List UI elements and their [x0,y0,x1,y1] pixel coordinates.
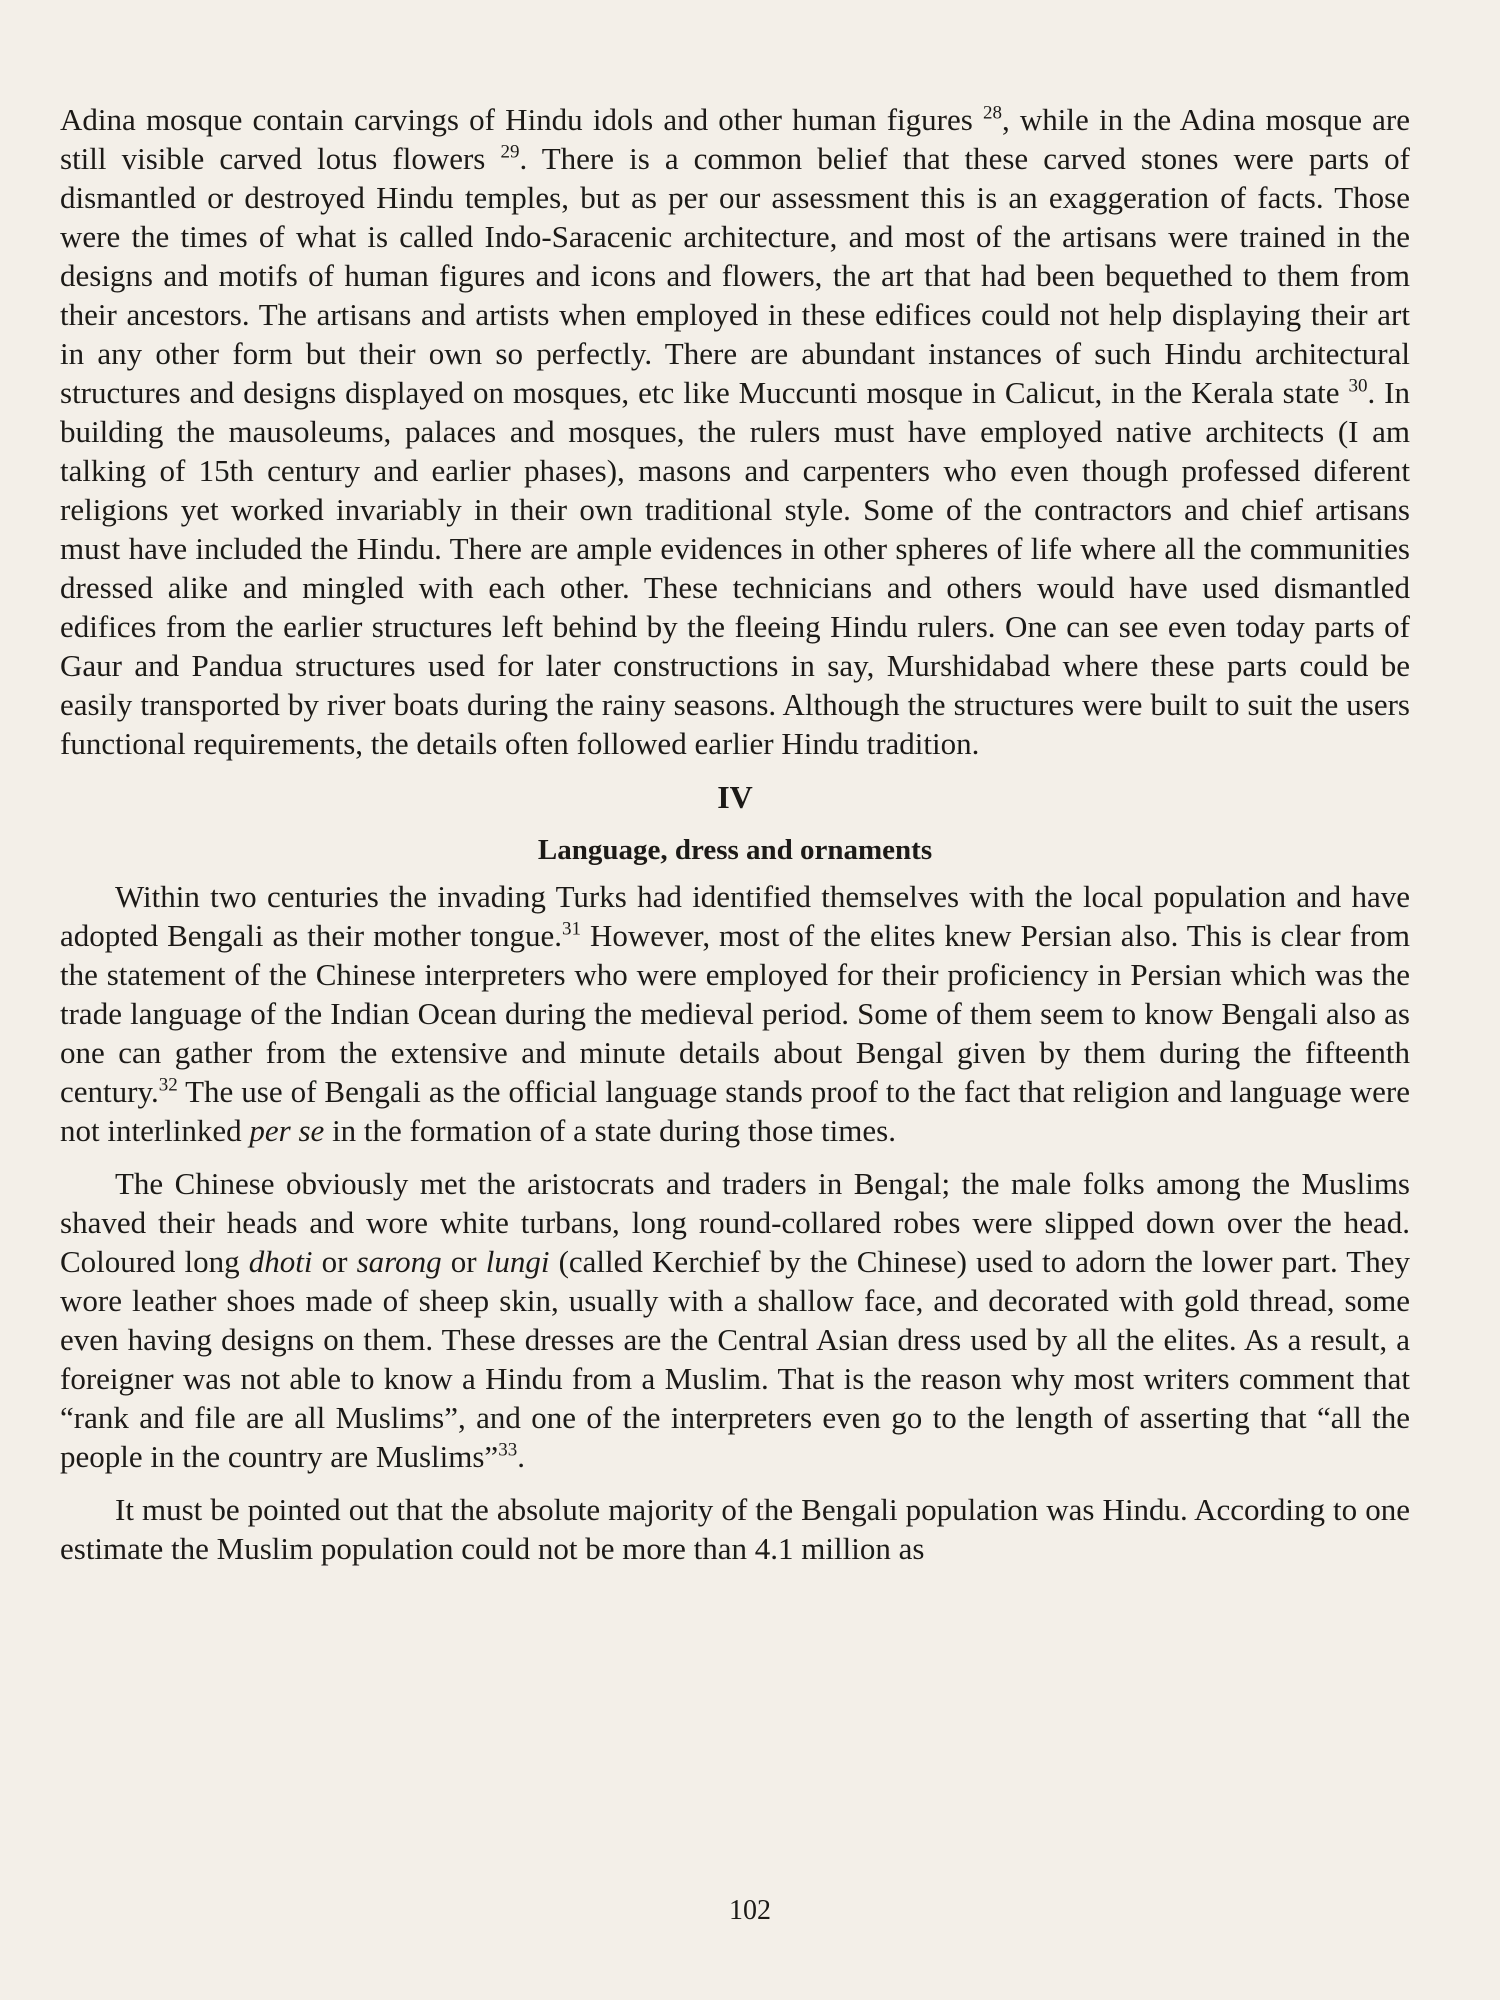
text-run: However, most of the elites knew Persian also. This is clear from the statement of the Chinese interpreters who were employed for their proficiency in Persian which was the trade language of the Indian Ocean during the medieval period. Some of them seem to know Bengali also as one can gather from the extensive and minute details about Bengal given by them during the fifteenth century. [60,918,1410,1109]
footnote-ref: 30 [1348,375,1368,397]
italic-term: dhoti [248,1244,313,1279]
section-number: IV [717,779,753,815]
text-run: It must be pointed out that the absolute majority of the Bengali population was Hindu. According to one estimate the Muslim population could not be more than 4.1 million as [60,1492,1410,1566]
paragraph-language [60,877,1410,1150]
text-run: or [441,1244,486,1279]
text-run: in the formation of a state during those times. [324,1113,896,1148]
page-number: 102 [729,1895,771,1926]
text-run: . There is a common belief that these carved stones were parts of dismantled or destroyed Hindu temples, but as per our assessment this is an exaggeration of facts. Those were the times of what is called Indo-Saracenic architecture, and most of the artisans were trained in the designs and motifs of human figures and icons and flowers, the art that had been bequethed to them from their ancestors. The artisans and artists when employed in these edifices could not help displaying their art in any other form but their own so perfectly. There are abundant instances of such Hindu architectural structures and designs displayed on mosques, etc like Muccunti mosque in Calicut, in the Kerala state [60,141,1410,410]
paragraph-architecture [60,100,1410,763]
paragraph-population [60,1490,1410,1568]
text-run: The Chinese obviously met the aristocrats and traders in Bengal; the male folks among the Muslims shaved their heads and wore white turbans, long round-collared robes were slipped down over the head. Coloured long [60,1166,1410,1279]
text-run: Adina mosque contain carvings of Hindu idols and other human figures [60,102,983,137]
text-run: (called Kerchief by the Chinese) used to adorn the lower part. They wore leather shoes made of sheep skin, usually with a shallow face, and decorated with gold thread, some even having designs on them. These dresses are the Central Asian dress used by all the elites. As a result, a foreigner was not able to know a Hindu from a Muslim. That is the reason why most writers comment that “rank and file are all Muslims”, and one of the interpreters even go to the length of asserting that “all the people in the country are Muslims” [60,1244,1410,1474]
footnote-ref: 31 [561,918,581,940]
text-run: . [517,1439,525,1474]
footnote-ref: 32 [158,1074,178,1096]
text-run: , while in the Adina mosque are still visible carved lotus flowers [60,102,1411,176]
footnote-ref: 33 [498,1439,518,1461]
text-run: The use of Bengali as the official language stands proof to the fact that religion and language were not interlinked [60,1074,1410,1148]
text-run: . In building the mausoleums, palaces and mosques, the rulers must have employed native architects (I am talking of 15th century and earlier phases), masons and carpenters who even though professed diferent religions yet worked invariably in their own traditional style. Some of the contractors and chief artisans must have included the Hindu. There are ample evidences in other spheres of life where all the communities dressed alike and mingled with each other. These technicians and others would have used dismantled edifices from the earlier structures left behind by the fleeing Hindu rulers. One can see even today parts of Gaur and Pandua structures used for later constructions in say, Murshidabad where these parts could be easily transported by river boats during the rainy seasons. Although the structures were built to suit the users functional requirements, the details often followed earlier Hindu tradition. [60,375,1410,761]
section-heading: Language, dress and ornaments [537,834,933,866]
footnote-ref: 29 [500,141,520,163]
italic-term: per se [249,1113,325,1148]
footnote-ref: 28 [982,102,1002,124]
paragraph-dress [60,1164,1410,1476]
text-run: Within two centuries the invading Turks had identified themselves with the local population and have adopted Bengali as their mother tongue. [60,879,1410,953]
italic-term: sarong [356,1244,442,1279]
text-run: or [312,1244,357,1279]
italic-term: lungi [485,1244,550,1279]
